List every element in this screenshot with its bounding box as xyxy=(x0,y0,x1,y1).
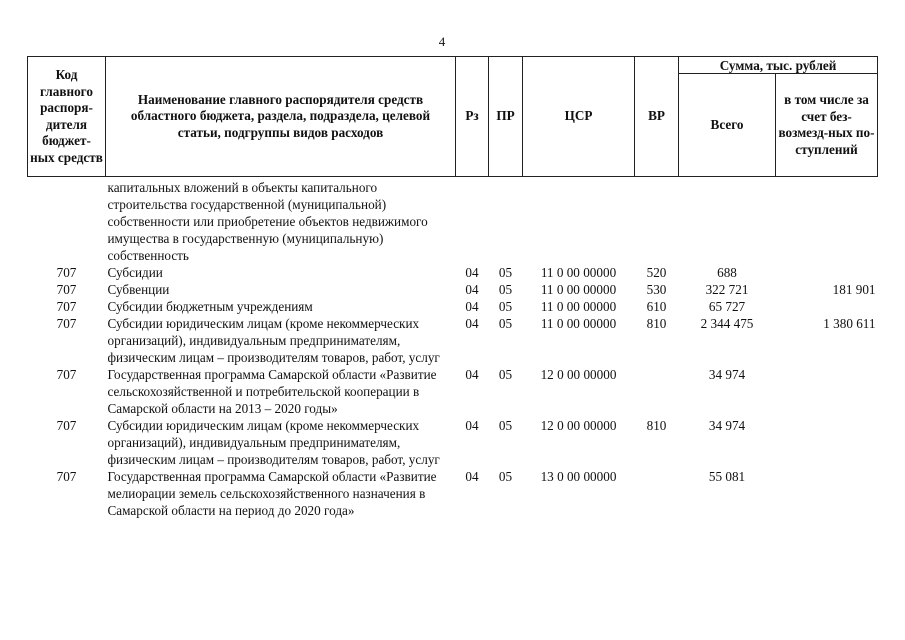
cell-free xyxy=(776,298,878,315)
cell-name: Субсидии xyxy=(107,265,163,280)
cell-csr: 12 0 00 00000 xyxy=(540,367,617,382)
cell-total: 322 721 xyxy=(705,282,749,297)
cell-free xyxy=(776,468,878,519)
cell-total: 34 974 xyxy=(708,418,746,433)
cell-free: 1 380 611 xyxy=(823,316,876,331)
cell-free xyxy=(776,366,878,417)
cell-total: 55 081 xyxy=(708,469,746,484)
cell-pr: 05 xyxy=(498,469,513,484)
cell-free xyxy=(776,417,878,468)
table-row xyxy=(28,177,878,265)
table-row xyxy=(28,366,878,417)
cell-code: 707 xyxy=(56,265,77,280)
cell-code: 707 xyxy=(56,469,77,484)
table-row xyxy=(28,298,878,315)
budget-table xyxy=(27,56,878,519)
cell-total: 2 344 475 xyxy=(700,316,754,331)
cell-vr: 610 xyxy=(646,299,667,314)
cell-vr xyxy=(635,366,679,417)
header-name: Наименование главного распорядителя средств областного бюджета, раздела, подраздела, целевой статьи, подгруппы видов расходов xyxy=(106,57,456,177)
cell-pr: 05 xyxy=(498,418,513,433)
cell-rz: 04 xyxy=(465,469,479,484)
cell-free xyxy=(776,264,878,281)
cell-name: Субсидии бюджетным учреждениям xyxy=(107,299,313,314)
cell-code xyxy=(28,177,106,265)
cell-name: Субсидии юридическим лицам (кроме некоммерческих организаций), индивидуальным предпринимателям, физическим лицам – производителям товаров, работ, услуг xyxy=(107,316,440,365)
cell-rz: 04 xyxy=(465,282,479,297)
cell-vr xyxy=(635,177,679,265)
cell-vr: 810 xyxy=(646,316,667,331)
table-row xyxy=(28,264,878,281)
cell-free: 181 901 xyxy=(832,282,876,297)
cell-vr: 530 xyxy=(646,282,667,297)
cell-rz: 04 xyxy=(465,367,479,382)
cell-total: 688 xyxy=(717,265,737,280)
header-vr: ВР xyxy=(635,57,679,177)
cell-csr xyxy=(523,177,635,265)
cell-vr: 520 xyxy=(646,265,667,280)
cell-code: 707 xyxy=(56,367,77,382)
cell-pr: 05 xyxy=(498,316,513,331)
header-code: Код главного распоря-дителя бюджет-ных средств xyxy=(28,57,106,177)
header-pr: ПР xyxy=(489,57,523,177)
header-free: в том числе за счет без-возмезд-ных по-ступлений xyxy=(776,74,878,177)
cell-rz: 04 xyxy=(465,265,479,280)
table-body xyxy=(28,177,878,520)
cell-total: 34 974 xyxy=(708,367,746,382)
header-csr: ЦСР xyxy=(523,57,635,177)
cell-name: Субвенции xyxy=(107,282,170,297)
table-row xyxy=(28,468,878,519)
page-number: 4 xyxy=(438,34,446,49)
cell-free xyxy=(776,177,878,265)
cell-csr: 13 0 00 00000 xyxy=(540,469,617,484)
table-header xyxy=(28,57,878,177)
cell-csr: 11 0 00 00000 xyxy=(540,299,617,314)
cell-code: 707 xyxy=(56,316,77,331)
cell-pr: 05 xyxy=(498,282,513,297)
header-rz: Рз xyxy=(456,57,489,177)
cell-csr: 11 0 00 00000 xyxy=(540,265,617,280)
cell-rz: 04 xyxy=(465,418,479,433)
cell-vr xyxy=(635,468,679,519)
table-row xyxy=(28,281,878,298)
cell-code: 707 xyxy=(56,299,77,314)
cell-rz: 04 xyxy=(465,316,479,331)
cell-csr: 11 0 00 00000 xyxy=(540,282,617,297)
cell-csr: 12 0 00 00000 xyxy=(540,418,617,433)
header-sum-group: Сумма, тыс. рублей xyxy=(679,57,878,74)
cell-name: Субсидии юридическим лицам (кроме некоммерческих организаций), индивидуальным предпринимателям, физическим лицам – производителям товаров, работ, услуг xyxy=(107,418,440,467)
cell-total xyxy=(679,177,776,265)
cell-pr: 05 xyxy=(498,299,513,314)
cell-name: Государственная программа Самарской области «Развитие сельскохозяйственной и потребительской кооперации в Самарской области на 2013 – 2020 годы» xyxy=(107,367,437,416)
table-row xyxy=(28,315,878,366)
cell-rz xyxy=(456,177,489,265)
cell-code: 707 xyxy=(56,282,77,297)
cell-vr: 810 xyxy=(646,418,667,433)
cell-rz: 04 xyxy=(465,299,479,314)
header-total: Всего xyxy=(679,74,776,177)
cell-pr: 05 xyxy=(498,265,513,280)
cell-name: Государственная программа Самарской области «Развитие мелиорации земель сельскохозяйственного назначения в Самарской области на период до 2020 года» xyxy=(107,469,437,518)
cell-pr: 05 xyxy=(498,367,513,382)
table-row xyxy=(28,417,878,468)
cell-pr xyxy=(489,177,523,265)
cell-total: 65 727 xyxy=(708,299,746,314)
cell-code: 707 xyxy=(56,418,77,433)
cell-name: капитальных вложений в объекты капитального строительства государственной (муниципальной) собственности или приобретение объектов недвижимого имущества в государственную (муниципальную) собственность xyxy=(107,180,428,263)
cell-csr: 11 0 00 00000 xyxy=(540,316,617,331)
